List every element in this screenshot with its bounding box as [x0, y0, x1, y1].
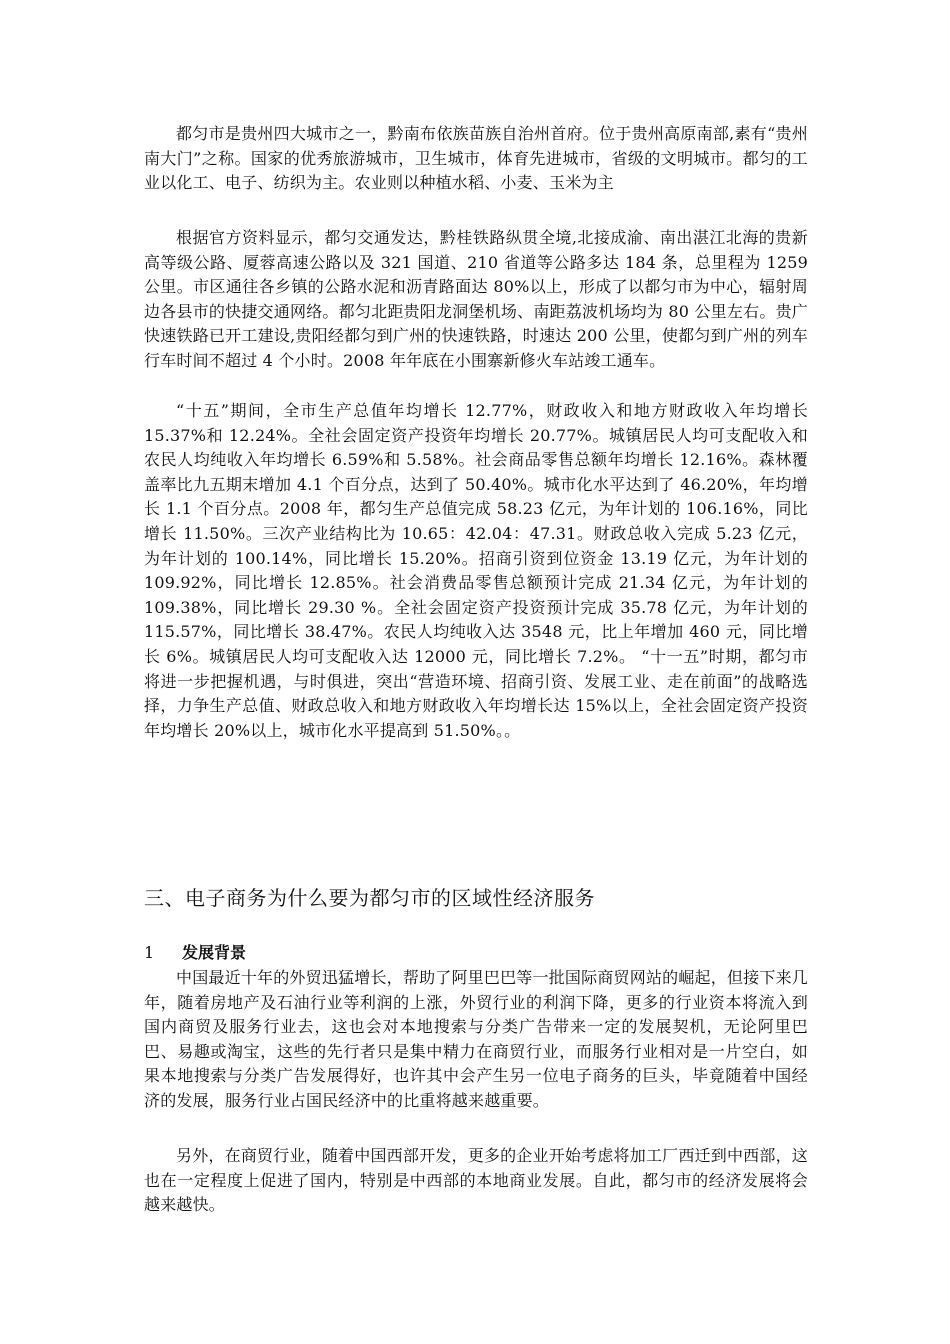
subsection-title: 发展背景: [182, 943, 247, 962]
section-heading: 三、电子商务为什么要为都匀市的区域性经济服务: [144, 886, 595, 910]
paragraph-western-development: 另外，在商贸行业，随着中国西部开发，更多的企业开始考虑将加工厂西迁到中西部，这也在一定程度上促进了国内，特别是中西部的本地商业发展。自此，都匀市的经济发展将会越来越快。: [144, 1146, 808, 1215]
paragraph-city-overview: 都匀市是贵州四大城市之一，黔南布依族苗族自治州首府。位于贵州高原南部,素有“贵州南大门”之称。国家的优秀旅游城市，卫生城市，体育先进城市，省级的文明城市。都匀的工业以化工、电子、纺织为主。农业则以种植水稻、小麦、玉米为主: [144, 124, 808, 193]
paragraph-economy-statistics: “十五”期间，全市生产总值年均增长 12.77%，财政收入和地方财政收入年均增长 15.37%和 12.24%。全社会固定资产投资年均增长 20.77%。城镇居民人均可支配收入和农民人均纯收入年均增长 6.59%和 5.58%。社会商品零售总额年均增长 12.16%。森林覆盖率比九五期末增加 4.1 个百分点，达到了 50.40%。城市化水平达到了 46.20%，年均增长 1.1 个百分点。2008 年，都匀生产总值完成 58.23 亿元，为年计划的 106.16%，同比增长 11.50%。三次产业结构比为 10.65：42.04：47.31。财政总收入完成 5.23 亿元，为年计划的 100.14%，同比增长 15.20%。招商引资到位资金 13.19 亿元，为年计划的 109.92%，同比增长 12.85%。社会消费品零售总额预计完成 21.34 亿元，为年计划的 109.38%，同比增长 29.30 %。全社会固定资产投资预计完成 35.78 亿元，为年计划的 115.57%，同比增长 38.47%。农民人均纯收入达 3548 元，比上年增加 460 元，同比增长 6%。城镇居民人均可支配收入达 12000 元，同比增长 7.2%。 “十一五”时期，都匀市将进一步把握机遇，与时俱进，突出“营造环境、招商引资、发展工业、走在前面”的战略选择，力争生产总值、财政总收入和地方财政收入年均增长达 15%以上，全社会固定资产投资年均增长 20%以上，城市化水平提高到 51.50%。。: [144, 401, 808, 740]
subsection-heading: [144, 941, 808, 965]
paragraph-transportation: 根据官方资料显示，都匀交通发达，黔桂铁路纵贯全境,北接成渝、南出湛江北海的贵新高等级公路、厦蓉高速公路以及 321 国道、210 省道等公路多达 184 条，总里程为 1259 公里。市区通往各乡镇的公路水泥和沥青路面达 80%以上，形成了以都匀市为中心，辐射周边各县市的快捷交通网络。都匀北距贵阳龙洞堡机场、南距荔波机场均为 80 公里左右。贵广快速铁路已开工建设,贵阳经都匀到广州的快速铁路，时速达 200 公里，使都匀到广州的列车行车时间不超过 4 个小时。2008 年年底在小围寨新修火车站竣工通车。: [144, 228, 808, 370]
paragraph-development-background: 中国最近十年的外贸迅猛增长，帮助了阿里巴巴等一批国际商贸网站的崛起，但接下来几年，随着房地产及石油行业等利润的上涨，外贸行业的利润下降，更多的行业资本将流入到国内商贸及服务行业去，这也会对本地搜索与分类广告带来一定的发展契机，无论阿里巴巴、易趣或淘宝，这些的先行者只是集中精力在商贸行业，而服务行业相对是一片空白，如果本地搜索与分类广告发展得好，也许其中会产生另一位电子商务的巨头，毕竟随着中国经济的发展，服务行业占国民经济中的比重将越来越重要。: [144, 968, 808, 1110]
subsection-number: 1: [144, 943, 155, 962]
